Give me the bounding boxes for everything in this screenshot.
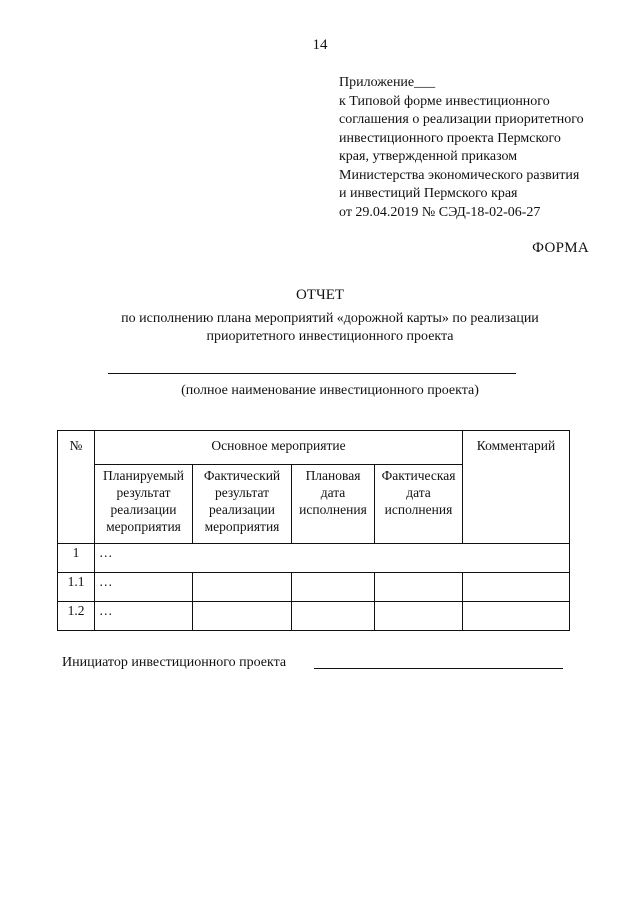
header-actual-date: Фактическая дата исполнения	[375, 465, 463, 544]
row-comment	[463, 573, 570, 602]
appendix-line: Приложение___	[339, 75, 436, 90]
row-number: 1.2	[58, 602, 95, 631]
table-row	[58, 602, 570, 631]
appendix-line: края, утвержденной приказом	[339, 149, 518, 164]
roadmap-table	[57, 430, 570, 631]
appendix-line: соглашения о реализации приоритетного	[339, 112, 584, 127]
row-actual-date	[375, 602, 463, 631]
appendix-line: Министерства экономического развития	[339, 167, 580, 183]
appendix-line: и инвестиций Пермского края	[339, 186, 518, 201]
page-number: 14	[312, 37, 328, 53]
initiator-blank-line	[314, 668, 563, 669]
row-actual-date	[375, 573, 463, 602]
row-planned-result: …	[95, 602, 193, 631]
report-subtitle	[60, 310, 600, 346]
row-actual-result	[193, 573, 292, 602]
appendix-line: инвестиционного проекта Пермского	[339, 130, 561, 146]
header-actual-result: Фактический результат реализации мероприятия	[193, 465, 292, 544]
row-number: 1	[58, 544, 95, 573]
row-planned-date	[292, 573, 375, 602]
form-label: ФОРМА	[532, 240, 589, 256]
row-number: 1.1	[58, 573, 95, 602]
report-subtitle-line: по исполнению плана мероприятий «дорожной карты» по реализации	[121, 311, 539, 326]
header-comment: Комментарий	[463, 431, 570, 544]
report-subtitle-line: приоритетного инвестиционного проекта	[206, 329, 454, 344]
table-row	[58, 544, 570, 573]
header-main-activity: Основное мероприятие	[95, 431, 463, 465]
row-planned-date	[292, 602, 375, 631]
project-name-caption: (полное наименование инвестиционного проекта)	[181, 383, 479, 398]
appendix-line: к Типовой форме инвестиционного	[339, 93, 550, 109]
header-number: №	[58, 431, 95, 544]
project-name-blank-line	[108, 373, 516, 374]
appendix-block	[339, 74, 619, 222]
report-title: ОТЧЕТ	[295, 287, 345, 303]
initiator-label: Инициатор инвестиционного проекта	[62, 655, 287, 670]
row-comment	[463, 602, 570, 631]
header-planned-result: Планируемый результат реализации мероприятия	[95, 465, 193, 544]
row-activity: …	[95, 544, 570, 573]
row-planned-result: …	[95, 573, 193, 602]
appendix-line: от 29.04.2019 № СЭД-18-02-06-27	[339, 204, 541, 220]
table-row	[58, 573, 570, 602]
header-planned-date: Плановая дата исполнения	[292, 465, 375, 544]
row-actual-result	[193, 602, 292, 631]
